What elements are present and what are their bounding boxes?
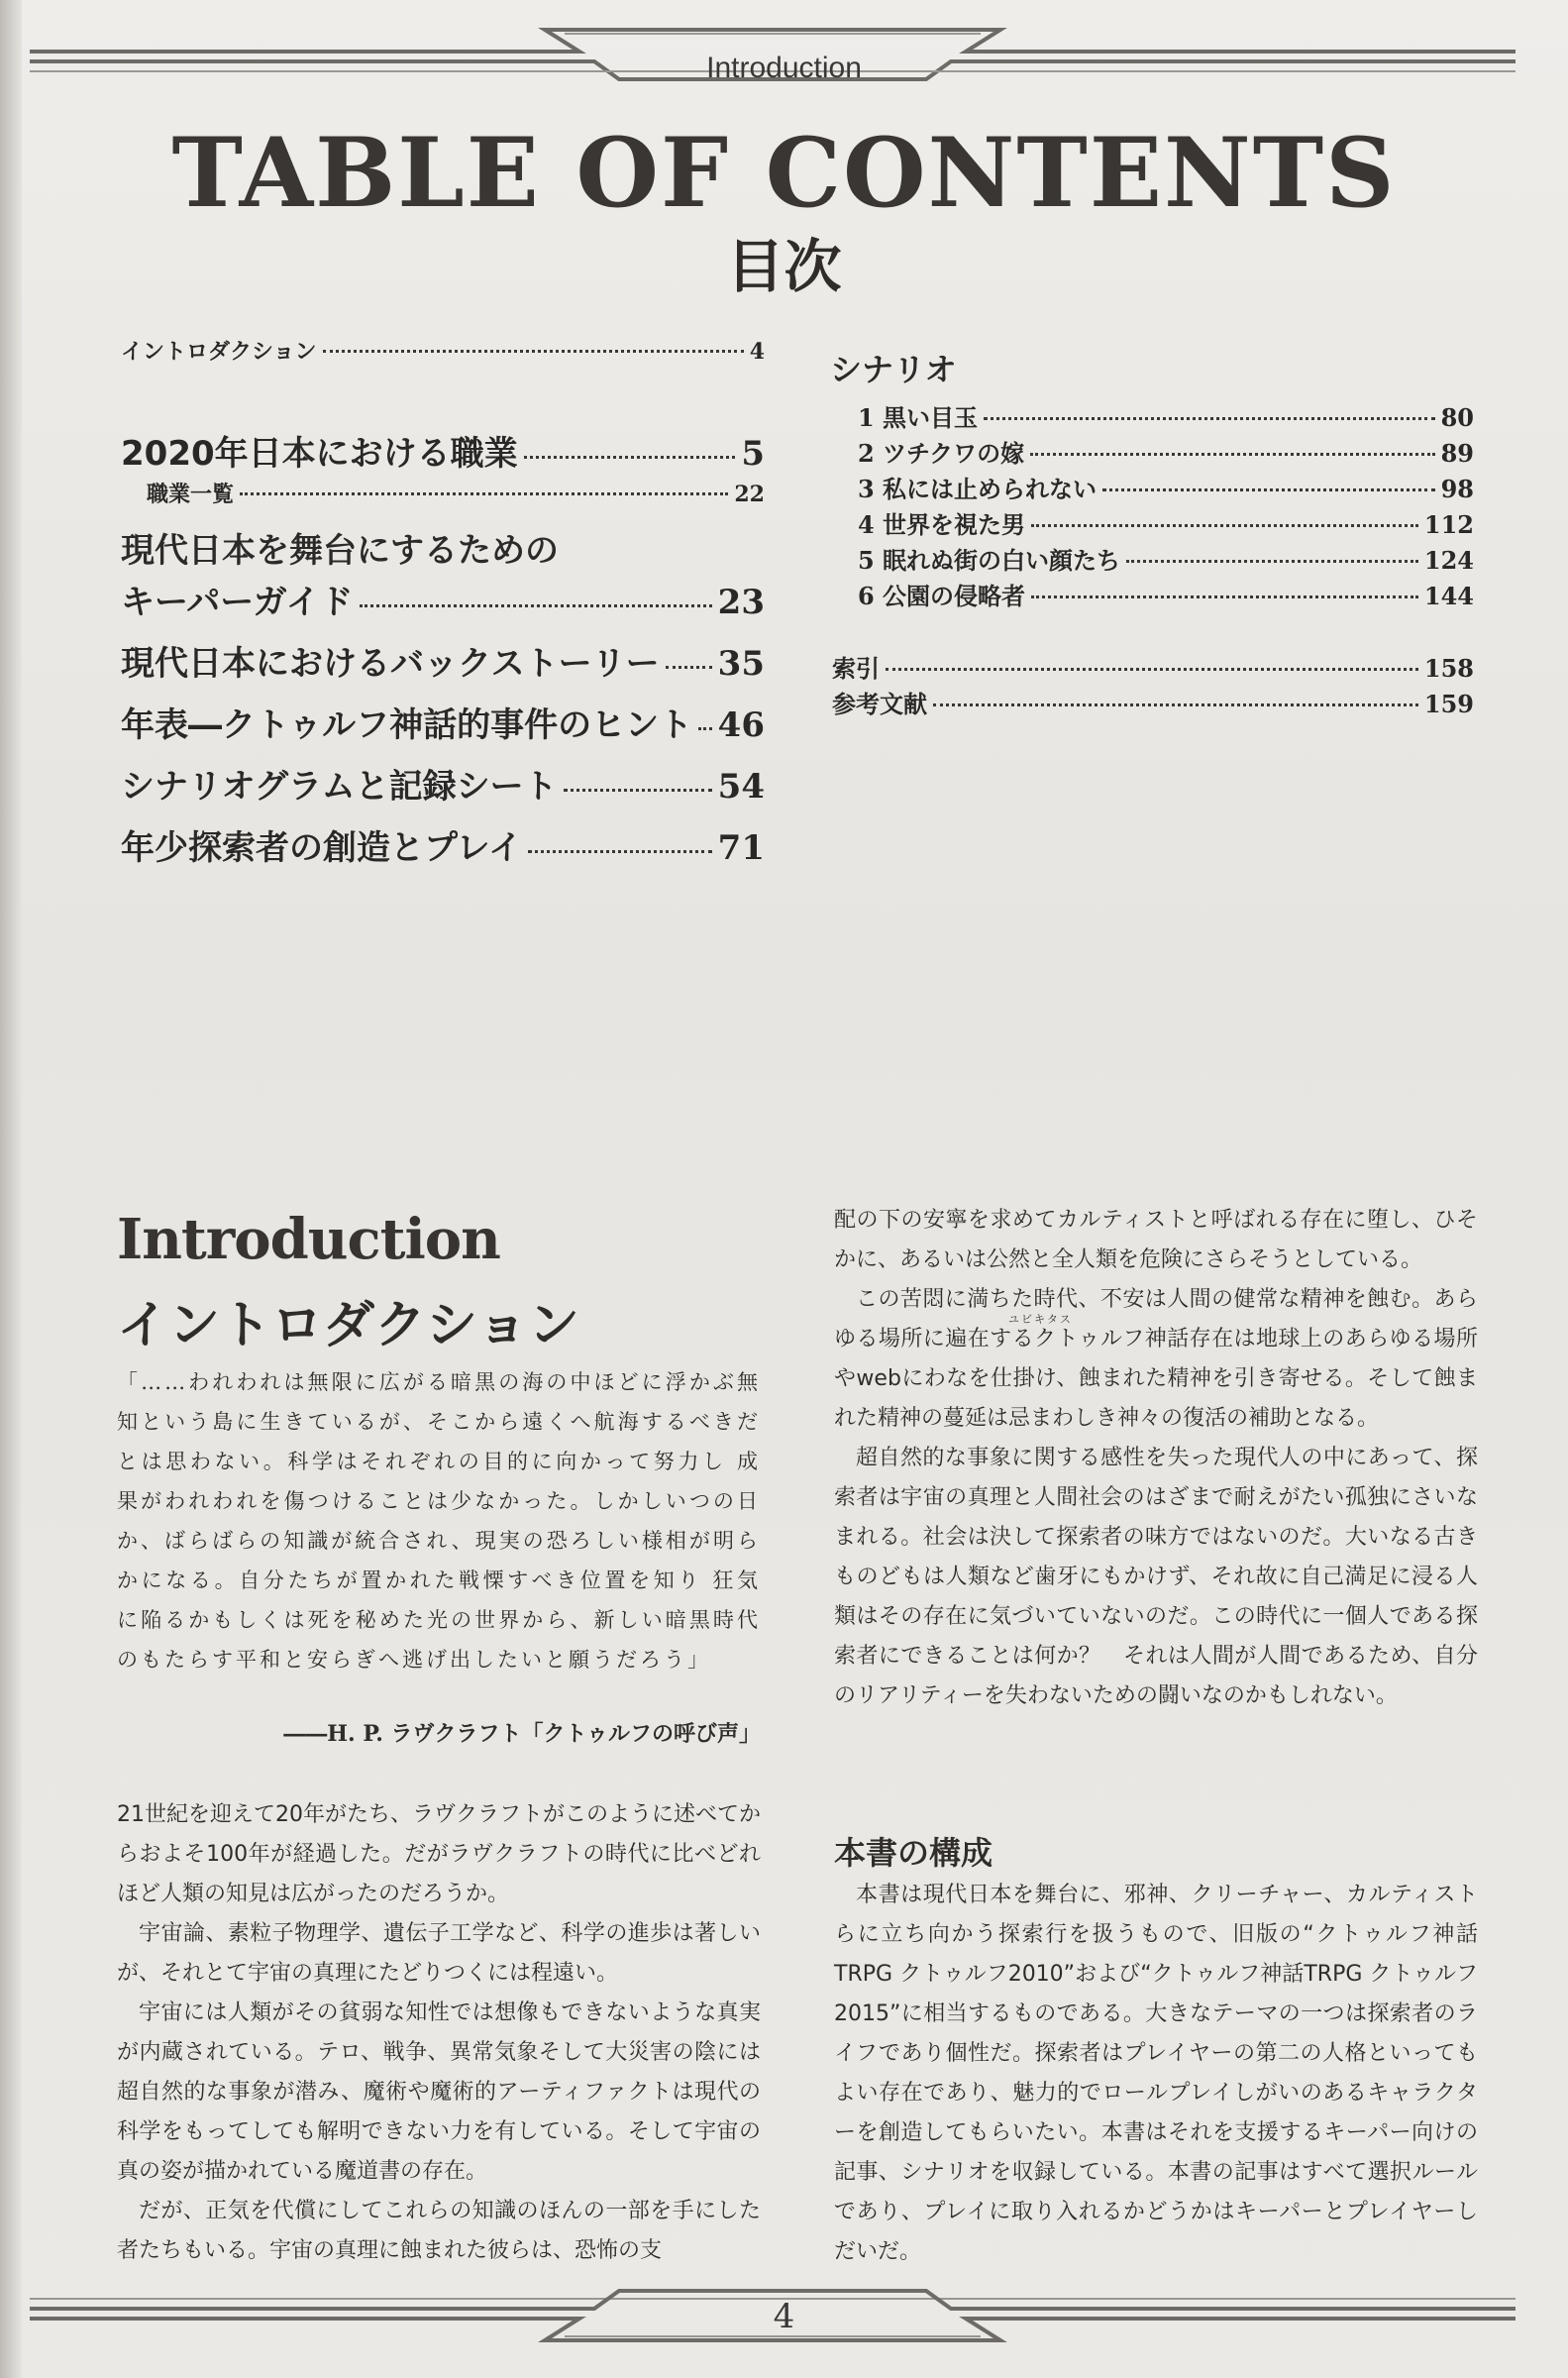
toc-entry: 5 眠れぬ街の白い顔たち 124 [858,546,1474,575]
toc-entry: 年表―クトゥルフ神話的事件のヒント 46 [121,705,765,745]
page-subtitle: 目次 [726,233,842,300]
toc-entry: シナリオグラムと記録シート 54 [121,767,765,807]
toc-entry: キーパーガイド 23 [121,583,765,622]
section-body [834,1876,1478,2272]
paragraph: 宇宙論、素粒子物理学、遺伝子工学など、科学の進歩は著しいが、それとて宇宙の真理にたどりつくには程遠い。 [117,1921,761,1986]
toc-entry: 2020年日本における職業 5 [121,434,765,474]
intro-left-column [117,1795,761,2271]
paragraph: 21世紀を迎えて20年がたち、ラヴクラフトがこのように述べてからおよそ100年が経過した。だがラヴクラフトの時代に比べどれほど人類の知見は広がったのだろうか。 [117,1802,761,1906]
epigraph-attribution: ――H. P. ラヴクラフト「クトゥルフの呼び声」 [283,1721,761,1747]
toc-entry: 1 黒い目玉 80 [858,403,1474,432]
ruby-annotation: ユビキタス [1008,1313,1073,1326]
section-heading: 本書の構成 [834,1834,993,1872]
intro-heading-ja: イントロダクション [117,1296,579,1355]
paragraph: 配の下の安寧を求めてカルティストと呼ばれる存在に堕し、ひそかに、あるいは公然と全人類を危険にさらそうとしている。 [834,1208,1478,1272]
intro-heading-en: Introduction [117,1207,500,1272]
toc-entry: 4 世界を視た男 112 [858,510,1474,539]
epigraph-quote: 「……われわれは無限に広がる暗黒の海の中ほどに浮かぶ無知という島に生きているが、そこから遠くへ航海するべきだとは思わない。科学はそれぞれの目的に向かって努力し 成果がわれわれを傷つけることは少なかった。しかしいつの日か、ばらばらの知識が統合され、現実の恐ろしい様相が明らかになる。自分たちが置かれた戦慄すべき位置を知り 狂気に陥るかもしくは死を秘めた光の世界から、新しい暗黒時代のもたらす平和と安らぎへ逃げ出したいと願うだろう」 [117,1370,761,1672]
toc-entry: 職業一覧 22 [147,482,765,507]
toc-entry: 3 私には止められない 98 [858,475,1474,503]
page-title: TABLE OF CONTENTS [171,117,1397,229]
running-header: Introduction [706,52,862,84]
toc-section-title: シナリオ [830,351,957,388]
page-number: 4 [773,2297,795,2336]
toc-entry: 参考文献 159 [832,690,1474,718]
page-edge [0,0,22,2378]
paragraph: この苦悶に満ちた時代、不安は人間の健常な精神を蝕む。あらゆる場所に遍在するクトゥルフ神話存在は地球上のあらゆる場所やwebにわなを仕掛け、蝕まれた精神を引き寄せる。そして蝕まれた精神の蔓延は忌まわしき神々の復活の補助となる。 [834,1287,1478,1431]
intro-right-column [834,1201,1478,1716]
toc-entry-line1: 現代日本を舞台にするための [121,531,559,571]
toc-entry: 索引 158 [832,654,1474,683]
toc-entry: イントロダクション 4 [121,339,765,365]
toc-entry: 年少探索者の創造とプレイ 71 [121,828,765,868]
toc-entry: 現代日本におけるバックストーリー 35 [121,644,765,684]
paragraph: 本書は現代日本を舞台に、邪神、クリーチャー、カルティストらに立ち向かう探索行を扱うもので、旧版の“クトゥルフ神話TRPG クトゥルフ2010”および“クトゥルフ神話TRPG クトゥルフ2015”に相当するものである。大きなテーマの一つは探索者のライフであり個性だ。探索者はプレイヤーの第二の人格といってもよい存在であり、魅力的でロールプレイしがいのあるキャラクターを創造してもらいたい。本書はそれを支援するキーパー向けの記事、シナリオを収録している。本書の記事はすべて選択ルールであり、プレイに取り入れるかどうかはキーパーとプレイヤーしだいだ。 [834,1883,1478,2264]
toc-entry: 6 公園の侵略者 144 [858,582,1474,610]
paragraph: 超自然的な事象に関する感性を失った現代人の中にあって、探索者は宇宙の真理と人間社会のはざまで耐えがたい孤独にさいなまれる。社会は決して探索者の味方ではないのだ。大いなる古きものどもは人類など歯牙にもかけず、それ故に自己満足に浸る人類はその存在に気づいていないのだ。この時代に一個人である探索者にできることは何か？ それは人間が人間であるため、自分のリアリティーを失わないための闘いなのかもしれない。 [834,1446,1478,1708]
paragraph: 宇宙には人類がその貧弱な知性では想像もできないような真実が内蔵されている。テロ、戦争、異常気象そして大災害の陰には超自然的な事象が潜み、魔術や魔術的アーティファクトは現代の科学をもってしても解明できない力を有している。そして宇宙の真の姿が描かれている魔道書の存在。 [117,2000,761,2184]
toc-entry: 2 ツチクワの嫁 89 [858,439,1474,468]
paragraph: だが、正気を代償にしてこれらの知識のほんの一部を手にした者たちもいる。宇宙の真理に蝕まれた彼らは、恐怖の支 [117,2199,761,2263]
